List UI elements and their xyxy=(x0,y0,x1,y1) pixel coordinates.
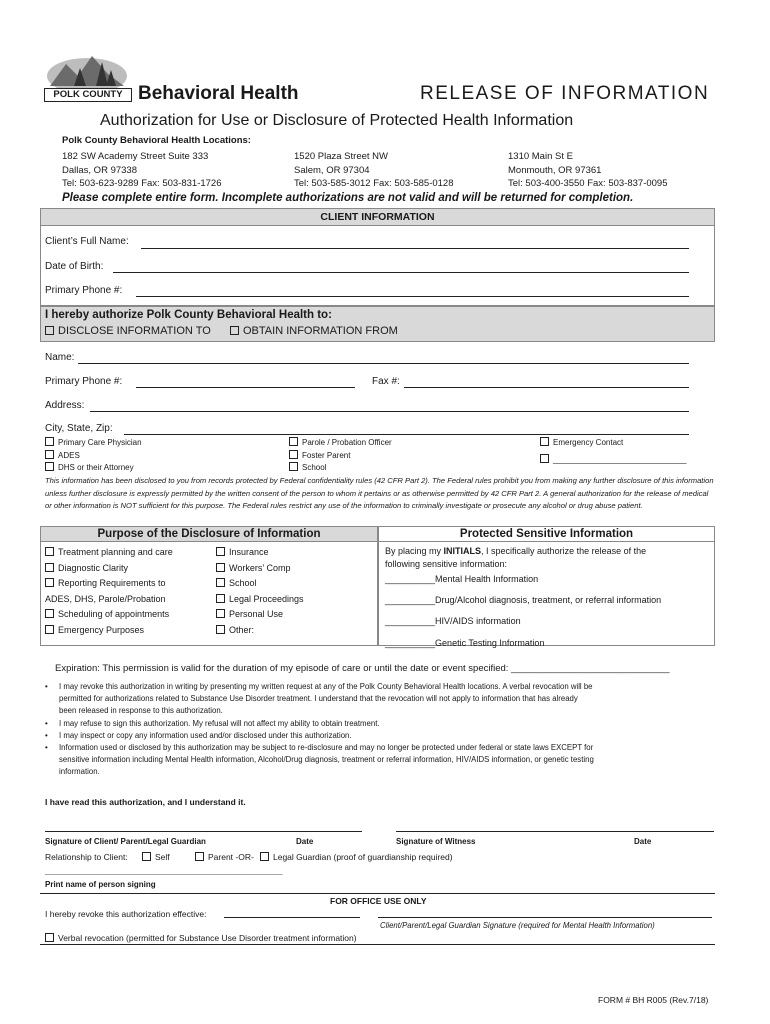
recipient-address-field[interactable] xyxy=(90,411,689,412)
sensitive-mental-health[interactable]: __________Mental Health Information xyxy=(385,574,539,584)
bullet-icon: • xyxy=(45,730,48,740)
recipient-address-label: Address: xyxy=(45,400,85,411)
client-phone-label: Primary Phone #: xyxy=(45,285,123,296)
recipient-phone-field[interactable] xyxy=(136,387,355,388)
terms-list xyxy=(45,681,715,779)
location-monmouth xyxy=(508,150,668,191)
recipient-phone-label: Primary Phone #: xyxy=(45,376,123,387)
type-ades-checkbox[interactable]: ADES xyxy=(45,450,142,463)
client-phone-field[interactable] xyxy=(136,296,689,297)
sensitive-drug-alcohol[interactable]: __________Drug/Alcohol diagnosis, treatment, or referral information xyxy=(385,595,662,605)
recipient-fax-label: Fax #: xyxy=(372,376,400,387)
client-full-name-field[interactable] xyxy=(141,248,689,249)
office-use-heading: FOR OFFICE USE ONLY xyxy=(330,896,427,906)
print-name-label: Print name of person signing xyxy=(45,880,156,889)
recipient-types-col2 xyxy=(289,437,392,475)
witness-signature-field[interactable] xyxy=(396,831,714,832)
sensitive-genetic[interactable]: __________Genetic Testing Information xyxy=(385,638,545,648)
location-dallas xyxy=(62,150,222,191)
office-use-divider xyxy=(40,893,715,894)
purpose-workers-comp-checkbox[interactable]: Workers’ Comp xyxy=(216,561,304,577)
purpose-diagnostic-checkbox[interactable]: Diagnostic Clarity xyxy=(45,561,173,577)
type-parole-checkbox[interactable]: Parole / Probation Officer xyxy=(289,437,392,450)
guardian-signature-label: Client/Parent/Legal Guardian Signature (required for Mental Health Information) xyxy=(380,921,655,930)
type-dhs-checkbox[interactable]: DHS or their Attorney xyxy=(45,462,142,475)
purpose-insurance-checkbox[interactable]: Insurance xyxy=(216,545,304,561)
purpose-title: Purpose of the Disclosure of Information xyxy=(97,528,321,540)
witness-date-label: Date xyxy=(634,837,652,846)
location-street: 182 SW Academy Street Suite 333 xyxy=(62,151,209,162)
location-street: 1310 Main St E xyxy=(508,151,573,162)
sensitive-intro-c: , I specifically authorize the release of the xyxy=(481,546,647,556)
print-name-field[interactable]: _____________________________________________________________ xyxy=(45,868,283,875)
client-full-name-label: Client’s Full Name: xyxy=(45,236,129,247)
location-street: 1520 Plaza Street NW xyxy=(294,151,388,162)
type-other-checkbox[interactable]: ______________________________ xyxy=(540,454,686,467)
client-dob-field[interactable] xyxy=(113,272,689,273)
org-name: Behavioral Health xyxy=(138,83,299,104)
location-phone: Tel: 503-585-3012 Fax: 503-585-0128 xyxy=(294,178,454,189)
relationship-self-checkbox[interactable]: Self xyxy=(142,852,170,862)
recipient-fax-field[interactable] xyxy=(404,387,689,388)
term-revoke: • I may revoke this authorization in writing by presenting my written request at any of the Polk County Behavioral Health locations. A verbal revocation will be permitted for authorizations related to Substance Use Disorder treatment. I understand that the revocation will not apply to information that has already been released in response to this authorization. xyxy=(45,682,593,716)
type-school-checkbox[interactable]: School xyxy=(289,462,392,475)
purpose-col1 xyxy=(45,545,173,638)
sensitive-header xyxy=(378,526,715,542)
client-date-label: Date xyxy=(296,837,314,846)
mountain-trees-icon xyxy=(44,46,130,92)
recipient-types-col1 xyxy=(45,437,142,475)
purpose-treatment-checkbox[interactable]: Treatment planning and care xyxy=(45,545,173,561)
expiration-statement: Expiration: This permission is valid for the duration of my episode of care or until the date or event specified: ______________________________ xyxy=(55,663,670,674)
purpose-emergency-checkbox[interactable]: Emergency Purposes xyxy=(45,623,173,639)
term-refuse: • I may refuse to sign this authorization. My refusal will not affect my ability to obtain treatment. xyxy=(45,718,715,730)
sensitive-intro xyxy=(385,545,646,571)
relationship-parent-checkbox[interactable]: Parent -OR- xyxy=(195,852,254,862)
purpose-other-checkbox[interactable]: Other: xyxy=(216,623,304,639)
location-phone: Tel: 503-623-9289 Fax: 503-831-1726 xyxy=(62,178,222,189)
recipient-city-field[interactable] xyxy=(124,434,689,435)
client-dob-label: Date of Birth: xyxy=(45,261,104,272)
purpose-personal-checkbox[interactable]: Personal Use xyxy=(216,607,304,623)
type-foster-parent-checkbox[interactable]: Foster Parent xyxy=(289,450,392,463)
obtain-checkbox[interactable]: OBTAIN INFORMATION FROM xyxy=(230,325,398,337)
term-redisclosure: • Information used or disclosed by this authorization may be subject to re-disclosure and may no longer be protected under federal or state laws EXCEPT for sensitive information including Mental Health information, Alcohol/Drug diagnosis, treatment or referral information, HIV/AIDS information, or genetic testing information. xyxy=(45,743,594,777)
bullet-icon: • xyxy=(45,718,48,728)
revoke-effective-field[interactable] xyxy=(224,917,360,918)
client-info-section xyxy=(40,226,715,306)
sensitive-hiv-aids[interactable]: __________HIV/AIDS information xyxy=(385,616,521,626)
witness-signature-label: Signature of Witness xyxy=(396,837,476,846)
read-statement: I have read this authorization, and I understand it. xyxy=(45,797,246,807)
purpose-col2 xyxy=(216,545,304,638)
relationship-label: Relationship to Client: xyxy=(45,852,128,862)
sensitive-intro-initials: INITIALS xyxy=(443,546,482,556)
purpose-reporting-cont: ADES, DHS, Parole/Probation xyxy=(45,593,166,604)
purpose-reporting-checkbox[interactable]: Reporting Requirements to xyxy=(45,576,173,592)
client-signature-label: Signature of Client/ Parent/Legal Guardian xyxy=(45,837,206,846)
client-info-title: CLIENT INFORMATION xyxy=(320,211,435,223)
purpose-header xyxy=(40,526,378,542)
recipient-types-col3 xyxy=(540,437,686,466)
verbal-revocation-checkbox[interactable]: Verbal revocation (permitted for Substance Use Disorder treatment information) xyxy=(45,933,357,943)
recipient-name-field[interactable] xyxy=(78,363,689,364)
federal-confidentiality-notice: This information has been disclosed to you from records protected by Federal confidentiality rules (42 CFR Part 2). The Federal rules prohibit you from making any further disclosure of this information unless further disclosure is expressly permitted by the written consent of the person to whom it pertains or as otherwise permitted by 42 CFR Part 2. A general authorization for the release of medical or other information is NOT sufficient for this purpose. The Federal rules restrict any use of the information to criminally investigate or prosecute any alcohol or drug abuse patient. xyxy=(45,476,714,510)
recipient-name-label: Name: xyxy=(45,352,75,363)
office-use-bottom-divider xyxy=(40,944,715,945)
document-title: RELEASE OF INFORMATION xyxy=(420,83,710,104)
bullet-icon: • xyxy=(45,743,48,753)
sensitive-section xyxy=(378,526,715,646)
location-city: Dallas, OR 97338 xyxy=(62,164,137,176)
locations-heading: Polk County Behavioral Health Locations: xyxy=(62,135,251,146)
bullet-icon: • xyxy=(45,682,48,691)
purpose-school-checkbox[interactable]: School xyxy=(216,576,304,592)
sensitive-intro-2: following sensitive information: xyxy=(385,559,508,569)
revoke-effective-label: I hereby revoke this authorization effective: xyxy=(45,909,207,919)
recipient-city-label: City, State, Zip: xyxy=(45,423,113,434)
relationship-guardian-checkbox[interactable]: Legal Guardian (proof of guardianship required) xyxy=(260,852,453,862)
completion-warning: Please complete entire form. Incomplete authorizations are not valid and will be returned for completion. xyxy=(62,192,634,204)
location-city: Monmouth, OR 97361 xyxy=(508,164,602,176)
type-primary-care-checkbox[interactable]: Primary Care Physician xyxy=(45,437,142,450)
purpose-legal-checkbox[interactable]: Legal Proceedings xyxy=(216,592,304,608)
guardian-signature-field[interactable] xyxy=(378,917,712,918)
term-inspect: • I may inspect or copy any information used and/or disclosed under this authorization. xyxy=(45,730,715,742)
client-signature-field[interactable] xyxy=(45,831,362,832)
logo-text: POLK COUNTY xyxy=(44,88,132,102)
authorize-heading: I hereby authorize Polk County Behavioral Health to: xyxy=(45,309,332,321)
form-number: FORM # BH R005 (Rev.7/18) xyxy=(598,995,709,1005)
client-info-header xyxy=(40,208,715,226)
disclose-checkbox[interactable]: DISCLOSE INFORMATION TO xyxy=(45,325,211,337)
document-subtitle: Authorization for Use or Disclosure of Protected Health Information xyxy=(100,112,574,129)
sensitive-intro-a: By placing my xyxy=(385,546,444,556)
purpose-scheduling-checkbox[interactable]: Scheduling of appointments xyxy=(45,607,173,623)
location-salem xyxy=(294,150,454,191)
location-city: Salem, OR 97304 xyxy=(294,164,370,176)
polk-county-logo xyxy=(44,46,130,106)
sensitive-title: Protected Sensitive Information xyxy=(459,528,634,540)
location-phone: Tel: 503-400-3550 Fax: 503-837-0095 xyxy=(508,178,668,189)
type-emergency-contact-checkbox[interactable]: Emergency Contact xyxy=(540,437,686,450)
